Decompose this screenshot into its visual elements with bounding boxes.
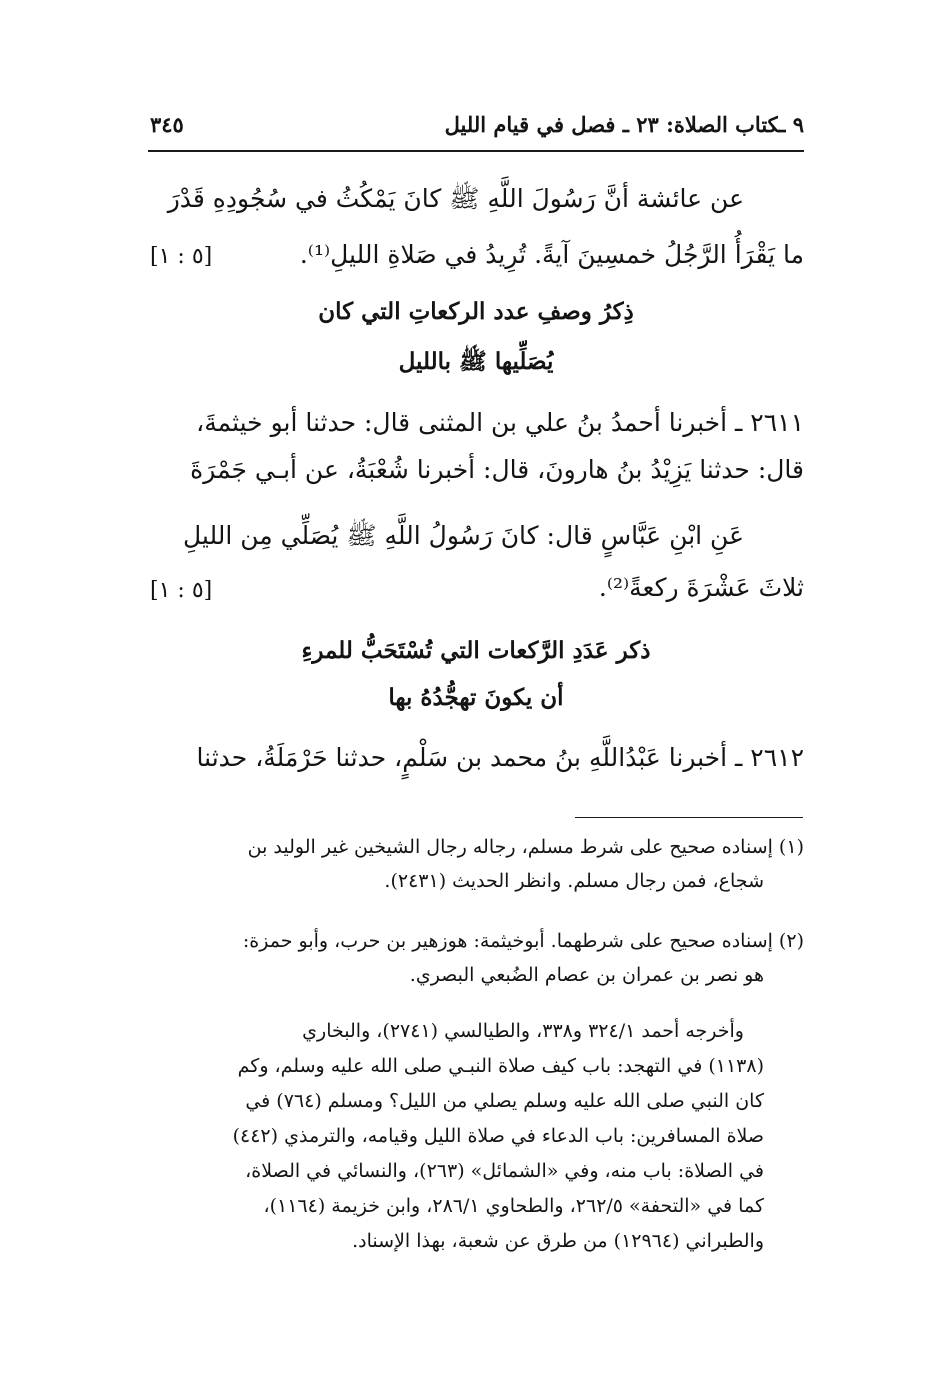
footnote-1-line2: شجاع، فمن رجال مسلم. وانظر الحديث (٢٤٣١). xyxy=(384,870,764,892)
hadith-2611-ref: [٥ : ١] xyxy=(150,578,213,603)
hadith-2611-matn-line1: عَنِ ابْنِ عَبَّاسٍ قال: كانَ رَسُولُ اللَّهِ ﷺ يُصَلِّي مِن الليلِ xyxy=(182,521,744,550)
footnote-2-para-line2: (١١٣٨) في التهجد: باب كيف صلاة النبـي صلى الله عليه وسلم، وكم xyxy=(237,1055,764,1077)
footnote-2-para-line4: صلاة المسافرين: باب الدعاء في صلاة الليل وقيامه، والترمذي (٤٤٢) xyxy=(232,1125,764,1147)
footnote-separator xyxy=(575,817,803,818)
hadith-2611-matn-line2: ثلاثَ عَشْرَةَ ركعةً⁽²⁾. xyxy=(598,573,804,602)
footnote-2-para-line1: وأخرجه أحمد ٣٢٤/١ و٣٣٨، والطيالسي (٢٧٤١)، والبخاري xyxy=(302,1020,744,1042)
footnote-2-para-line5: في الصلاة: باب منه، وفي «الشمائل» (٢٦٣)، والنسائي في الصلاة، xyxy=(245,1160,764,1182)
section-heading-2-line1: ذكر عَدَدِ الرَّكعات التي تُسْتَحَبُّ للمرءِ xyxy=(301,637,651,664)
hadith-2611-isnad-line2: قال: حدثنا يَزِيْدُ بنُ هارونَ، قال: أخبرنا شُعْبَةُ، عن أبـي جَمْرَةَ xyxy=(190,455,804,484)
page-number: ٣٤٥ xyxy=(150,112,184,137)
footnote-2-line1: (٢) إسناده صحيح على شرطهما. أبوخيثمة: هوزهير بن حرب، وأبو حمزة: xyxy=(242,930,804,952)
running-title: ٩ ـكتاب الصلاة: ٢٣ ـ فصل في قيام الليل xyxy=(444,112,804,137)
section-heading-1-line2: يُصَلِّيها ﷺ بالليل xyxy=(398,348,554,375)
hadith-2612-line1: ٢٦١٢ ـ أخبرنا عَبْدُاللَّهِ بنُ محمد بن سَلْمٍ، حدثنا حَرْمَلَةُ، حدثنا xyxy=(196,743,804,772)
footnote-2-line2: هو نصر بن عمران بن عصام الضُبعي البصري. xyxy=(409,964,764,986)
footnote-2-para-line6: كما في «التحفة» ٢٦٢/٥، والطحاوي ٢٨٦/١، وابن خزيمة (١١٦٤)، xyxy=(263,1195,764,1217)
section-heading-1-line1: ذِكرُ وصفِ عدد الركعاتِ التي كان xyxy=(318,298,634,325)
hadith-2610-ref: [٥ : ١] xyxy=(150,244,213,269)
footnote-1-line1: (١) إسناده صحيح على شرط مسلم، رجاله رجال الشيخين غير الوليد بن xyxy=(247,836,804,858)
hadith-2611-isnad-line1: ٢٦١١ ـ أخبرنا أحمدُ بنُ علي بن المثنى قال: حدثنا أبو خيثمةَ، xyxy=(196,408,804,437)
section-heading-2-line2: أن يكونَ تهجُّدُهُ بها xyxy=(388,684,564,711)
hadith-2610-line2: ما يَقْرَأُ الرَّجُلُ خمسِينَ آيةً. تُرِيدُ في صَلاةِ الليلِ⁽¹⁾. xyxy=(299,240,804,269)
footnote-2-para-line7: والطبراني (١٢٩٦٤) من طرق عن شعبة، بهذا الإسناد. xyxy=(352,1230,764,1252)
footnote-2-para-line3: كان النبي صلى الله عليه وسلم يصلي من الليل؟ ومسلم (٧٦٤) في xyxy=(245,1090,764,1112)
hadith-2610-line1: عن عائشة أنَّ رَسُولَ اللَّهِ ﷺ كانَ يَمْكُثُ في سُجُودِهِ قَدْرَ xyxy=(167,184,744,213)
header-rule xyxy=(148,150,804,152)
